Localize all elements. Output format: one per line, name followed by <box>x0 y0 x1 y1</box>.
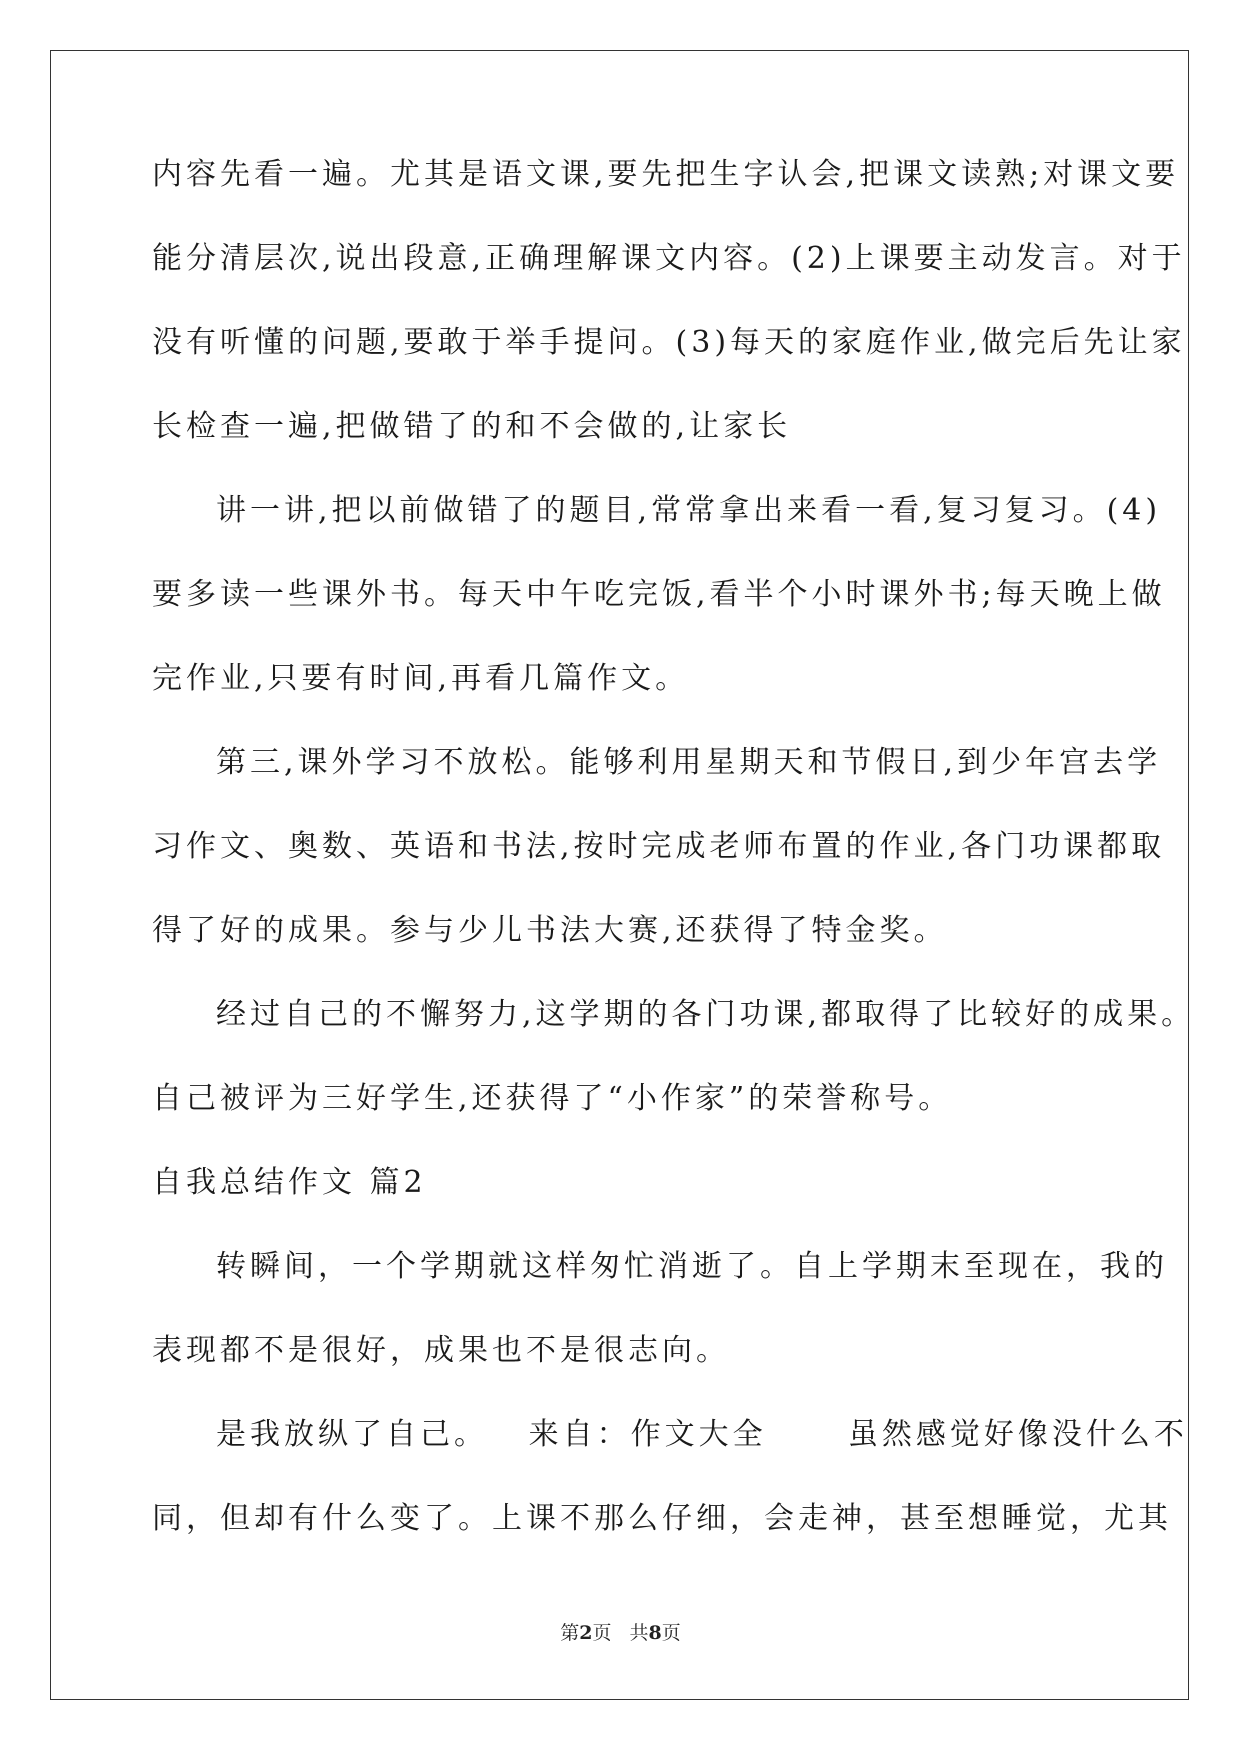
text-line: 完作业,只要有时间,再看几篇作文。 <box>152 661 690 696</box>
document-body <box>152 155 1196 1583</box>
page-suffix: 页 <box>592 1622 612 1644</box>
page-footer <box>0 1618 1241 1645</box>
page-number: 2 <box>579 1622 593 1644</box>
text-line: 得了好的成果。参与少儿书法大赛,还获得了特金奖。 <box>152 913 948 948</box>
total-pages: 8 <box>648 1622 662 1644</box>
text-line: 内容先看一遍。尤其是语文课,要先把生字认会,把课文读熟;对课文要 <box>152 157 1180 192</box>
paragraph-start: 经过自己的不懈努力,这学期的各门功课,都取得了比较好的成果。 <box>216 997 1196 1032</box>
total-suffix: 页 <box>661 1622 681 1644</box>
paragraph-start: 第三,课外学习不放松。能够利用星期天和节假日,到少年宫去学 <box>216 745 1162 780</box>
total-prefix: 共 <box>629 1622 649 1644</box>
text-line: 习作文、奥数、英语和书法,按时完成老师布置的作业,各门功课都取 <box>152 829 1166 864</box>
text-line: 表现都不是很好，成果也不是很志向。 <box>152 1333 730 1368</box>
text-line: 自己被评为三好学生,还获得了“小作家”的荣誉称号。 <box>152 1081 953 1116</box>
section-heading: 自我总结作文 篇2 <box>152 1165 427 1200</box>
page-prefix: 第 <box>560 1622 580 1644</box>
text-line: 能分清层次,说出段意,正确理解课文内容。(2)上课要主动发言。对于 <box>152 241 1186 276</box>
text-line: 要多读一些课外书。每天中午吃完饭,看半个小时课外书;每天晚上做 <box>152 577 1166 612</box>
paragraph-start: 是我放纵了自己。 来自：作文大全 虽然感觉好像没什么不 <box>216 1417 1188 1452</box>
text-line: 没有听懂的问题,要敢于举手提问。(3)每天的家庭作业,做完后先让家 <box>152 325 1186 360</box>
text-line: 长检查一遍,把做错了的和不会做的,让家长 <box>152 409 792 444</box>
paragraph-start: 讲一讲,把以前做错了的题目,常常拿出来看一看,复习复习。(4) <box>216 493 1162 528</box>
text-line: 同，但却有什么变了。上课不那么仔细，会走神，甚至想睡觉，尤其 <box>152 1501 1172 1536</box>
paragraph-start: 转瞬间，一个学期就这样匆忙消逝了。自上学期末至现在，我的 <box>216 1249 1168 1284</box>
